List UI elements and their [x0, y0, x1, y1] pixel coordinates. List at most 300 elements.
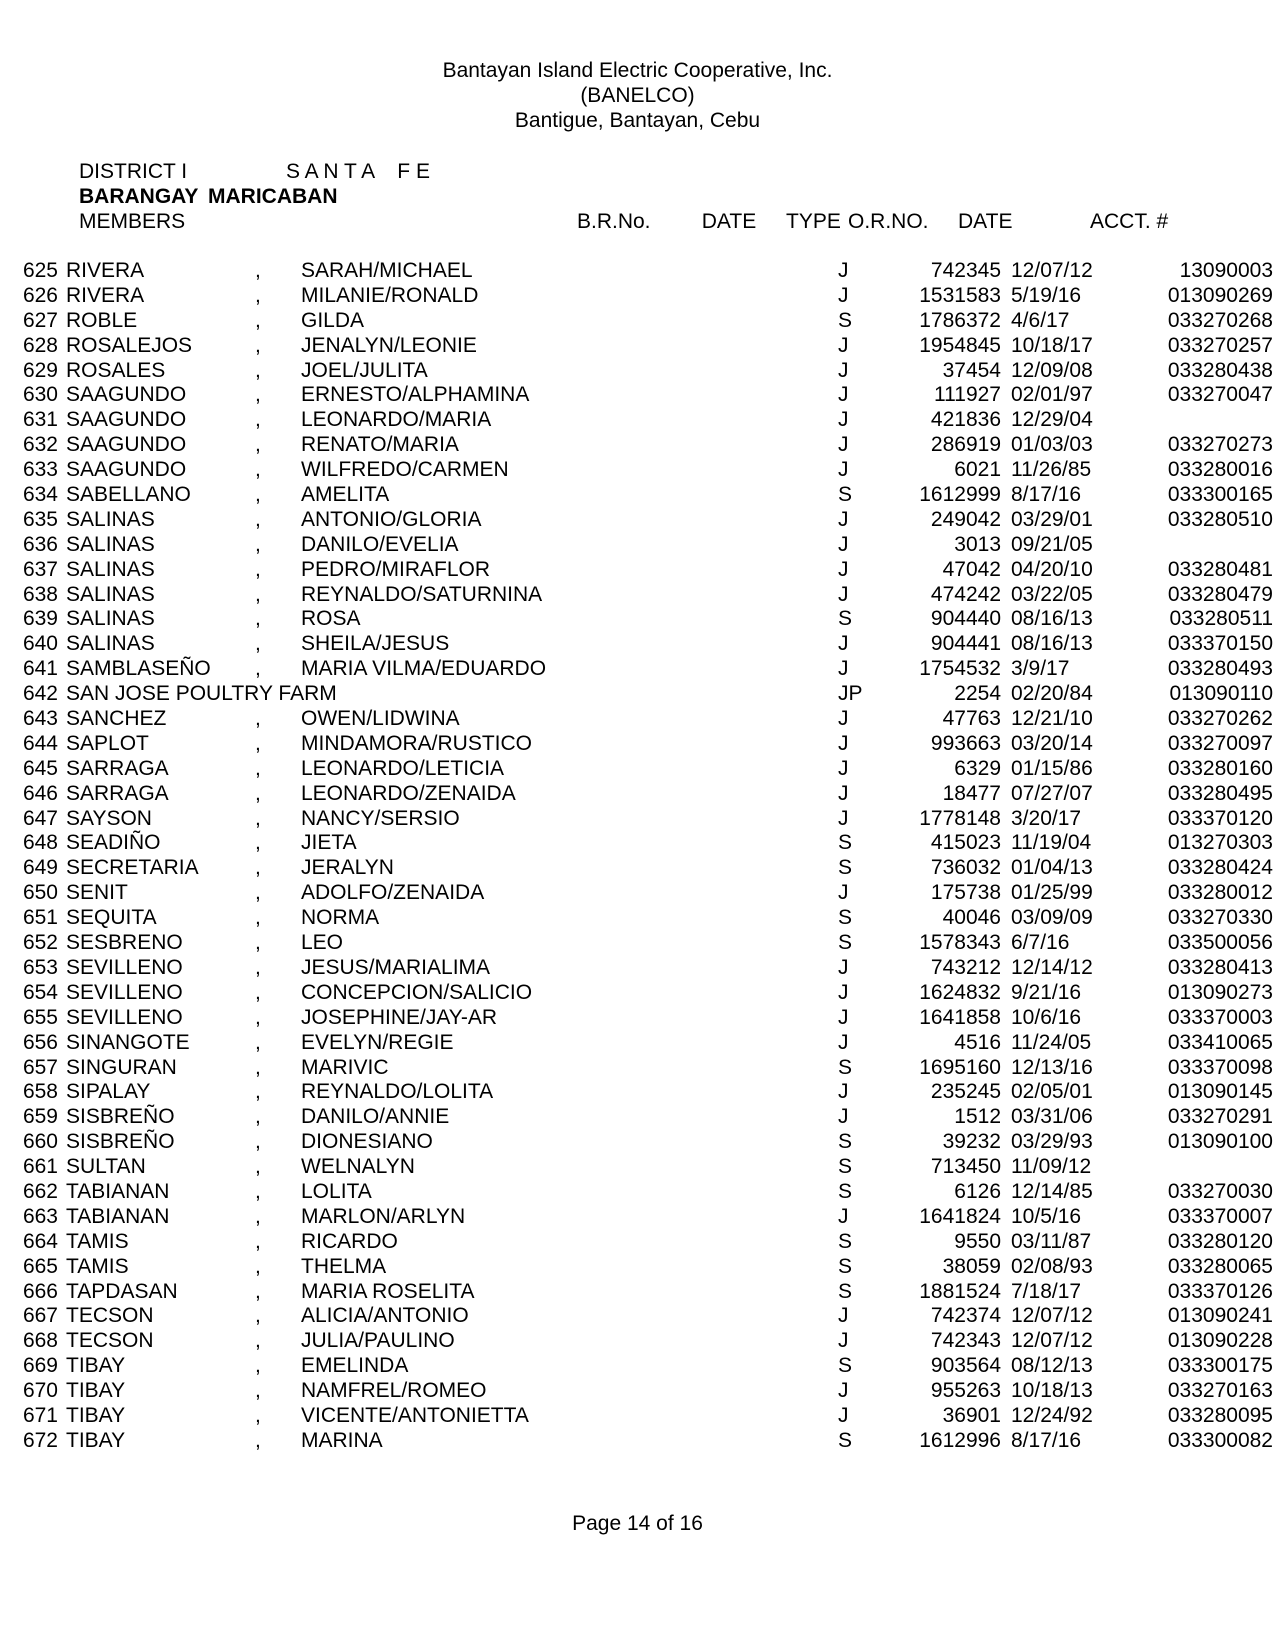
cell-first: NAMFREL/ROMEO: [301, 1379, 487, 1403]
cell-acct: 033370098: [1167, 1055, 1273, 1079]
cell-orno: 1786372: [919, 308, 1001, 332]
cell-no: 630: [22, 383, 58, 407]
table-row: [0, 906, 1275, 931]
cell-acct: 033370150: [1162, 632, 1273, 656]
cell-orno: 955263: [930, 1379, 1001, 1403]
cell-type: J: [838, 1005, 849, 1029]
cell-first: JOSEPHINE/JAY-AR: [301, 1005, 498, 1029]
cell-acct: 033280016: [1167, 458, 1273, 482]
cell-type: JP: [838, 682, 863, 706]
cell-type: J: [838, 657, 849, 681]
cell-last: TECSON: [66, 1329, 154, 1353]
cell-date2: 10/6/16: [1011, 1005, 1082, 1029]
cell-last: TIBAY: [66, 1354, 126, 1378]
cell-acct: 033280120: [1167, 1229, 1273, 1253]
cell-orno: 903564: [930, 1354, 1001, 1378]
cell-type: S: [838, 831, 853, 855]
cell-last: SEQUITA: [66, 906, 157, 930]
cell-last: RIVERA: [66, 259, 145, 282]
cell-acct: 033370120: [1167, 806, 1273, 830]
cell-acct: 033270257: [1167, 333, 1273, 357]
table-row: [0, 1354, 1275, 1379]
table-row: [0, 458, 1275, 483]
cell-type: J: [838, 1204, 849, 1228]
cell-no: 631: [22, 408, 58, 432]
cell-no: 661: [22, 1155, 58, 1179]
cell-comma: ,: [255, 1254, 261, 1278]
cell-comma: ,: [255, 707, 261, 731]
cell-first: JIETA: [301, 831, 357, 855]
cell-no: 644: [22, 731, 58, 755]
cell-acct: 033410065: [1167, 1030, 1273, 1054]
table-row: [0, 383, 1275, 408]
cell-orno: 1512: [954, 1105, 1001, 1129]
cell-type: S: [838, 607, 853, 631]
cell-last: SINANGOTE: [66, 1030, 190, 1054]
cell-acct: 013090110: [1169, 682, 1273, 706]
cell-type: J: [838, 781, 849, 805]
cell-last: SAN JOSE POULTRY FARM: [66, 682, 337, 706]
cell-orno: 1641858: [919, 1005, 1001, 1029]
cell-date2: 12/07/12: [1011, 1304, 1093, 1328]
cell-type: J: [838, 582, 849, 606]
cell-date2: 02/05/01: [1011, 1080, 1093, 1104]
cell-comma: ,: [255, 856, 261, 880]
cell-type: J: [838, 1304, 849, 1328]
cell-first: SARAH/MICHAEL: [301, 259, 473, 282]
cell-date2: 3/20/17: [1011, 806, 1082, 830]
cell-last: SARRAGA: [66, 756, 169, 780]
cell-last: SULTAN: [66, 1155, 146, 1179]
cell-no: 668: [22, 1329, 58, 1353]
cell-date2: 02/08/93: [1011, 1254, 1093, 1278]
cell-comma: ,: [255, 1428, 261, 1452]
cell-orno: 1641824: [919, 1204, 1001, 1228]
cell-first: DANILO/EVELIA: [301, 532, 459, 556]
cell-first: ERNESTO/ALPHAMINA: [301, 383, 530, 407]
table-row: [0, 707, 1275, 732]
cell-first: SHEILA/JESUS: [301, 632, 450, 656]
cell-no: 654: [22, 980, 58, 1004]
cell-orno: 1612996: [919, 1428, 1001, 1452]
cell-last: TIBAY: [66, 1379, 126, 1403]
cell-type: J: [838, 881, 849, 905]
cell-acct: 033270262: [1167, 707, 1273, 731]
cell-last: SAAGUNDO: [66, 408, 187, 432]
cell-orno: 713450: [930, 1155, 1001, 1179]
cell-first: JERALYN: [301, 856, 394, 880]
cell-type: J: [838, 458, 849, 482]
cell-first: JESUS/MARIALIMA: [301, 955, 491, 979]
cell-date2: 10/18/17: [1011, 333, 1093, 357]
cell-type: J: [838, 756, 849, 780]
cell-first: MINDAMORA/RUSTICO: [301, 731, 532, 755]
cell-date2: 01/25/99: [1011, 881, 1093, 905]
cell-date2: 10/18/13: [1011, 1379, 1093, 1403]
cell-type: S: [838, 483, 853, 507]
cell-last: SALINAS: [66, 607, 155, 631]
cell-no: 653: [22, 955, 58, 979]
table-row: [0, 309, 1275, 334]
cell-acct: 033370003: [1167, 1005, 1273, 1029]
table-row: [0, 1031, 1275, 1056]
cell-orno: 1778148: [919, 806, 1001, 830]
cell-first: ALICIA/ANTONIO: [301, 1304, 469, 1328]
cell-last: SALINAS: [66, 532, 155, 556]
cell-orno: 47763: [942, 707, 1001, 731]
cell-acct: 033270047: [1167, 383, 1273, 407]
cell-date2: 03/31/06: [1011, 1105, 1093, 1129]
cell-no: 640: [22, 632, 58, 656]
cell-comma: ,: [255, 781, 261, 805]
cell-comma: ,: [255, 507, 261, 531]
barangay-row: [79, 184, 1275, 209]
cell-no: 659: [22, 1105, 58, 1129]
cell-comma: ,: [255, 1329, 261, 1353]
cell-no: 660: [22, 1130, 58, 1154]
table-row: [0, 931, 1275, 956]
cell-orno: 249042: [930, 507, 1001, 531]
table-row: [0, 1329, 1275, 1354]
cell-acct: 033370126: [1167, 1279, 1273, 1303]
cell-first: WILFREDO/CARMEN: [301, 458, 509, 482]
table-row: [0, 881, 1275, 906]
table-row: [0, 433, 1275, 458]
cell-comma: ,: [255, 433, 261, 457]
cell-no: 638: [22, 582, 58, 606]
cell-comma: ,: [255, 1155, 261, 1179]
cell-acct: 013090273: [1167, 980, 1273, 1004]
cell-date2: 10/5/16: [1011, 1204, 1082, 1228]
cell-date2: 7/18/17: [1011, 1279, 1082, 1303]
cell-comma: ,: [255, 607, 261, 631]
cell-no: 636: [22, 532, 58, 556]
cell-last: SEVILLENO: [66, 1005, 183, 1029]
cell-date2: 09/21/05: [1011, 532, 1093, 556]
cell-date2: 12/29/04: [1011, 408, 1093, 432]
table-row: [0, 359, 1275, 384]
cell-type: S: [838, 1055, 853, 1079]
cell-type: J: [838, 358, 849, 382]
cell-orno: 39232: [942, 1130, 1001, 1154]
cell-last: SABELLANO: [66, 483, 191, 507]
table-row: [0, 408, 1275, 433]
cell-date2: 9/21/16: [1011, 980, 1082, 1004]
cell-orno: 1754532: [919, 657, 1001, 681]
cell-acct: 033270291: [1167, 1105, 1273, 1129]
cell-comma: ,: [255, 358, 261, 382]
cell-type: J: [838, 955, 849, 979]
cell-comma: ,: [255, 806, 261, 830]
cell-last: TAMIS: [66, 1254, 129, 1278]
cell-date2: 11/26/85: [1011, 458, 1092, 482]
cell-first: JENALYN/LEONIE: [301, 333, 477, 357]
cell-first: LEONARDO/ZENAIDA: [301, 781, 516, 805]
cell-no: 641: [22, 657, 58, 681]
cell-orno: 421836: [930, 408, 1001, 432]
cell-date2: 8/17/16: [1011, 483, 1082, 507]
cell-acct: 033270030: [1167, 1179, 1273, 1203]
table-row: [0, 508, 1275, 533]
cell-date2: 08/16/13: [1011, 632, 1093, 656]
cell-no: 628: [22, 333, 58, 357]
cell-first: ADOLFO/ZENAIDA: [301, 881, 485, 905]
cell-orno: 904440: [930, 607, 1001, 631]
cell-no: 658: [22, 1080, 58, 1104]
cell-acct: 033280511: [1169, 607, 1273, 631]
cell-orno: 742343: [930, 1329, 1001, 1353]
cell-comma: ,: [255, 831, 261, 855]
cell-acct: 033280160: [1167, 756, 1273, 780]
table-row: [0, 956, 1275, 981]
cell-last: RIVERA: [66, 283, 145, 307]
cell-date2: 04/20/10: [1011, 557, 1093, 581]
cell-acct: 033280510: [1167, 507, 1273, 531]
cell-last: SAAGUNDO: [66, 433, 187, 457]
cell-comma: ,: [255, 1229, 261, 1253]
cell-date2: 5/19/16: [1011, 283, 1082, 307]
members-table: [0, 259, 1275, 1454]
cell-no: 625: [22, 259, 58, 282]
cell-date2: 11/09/12: [1011, 1155, 1092, 1179]
cell-orno: 4516: [954, 1030, 1001, 1054]
cell-first: MARIA ROSELITA: [301, 1279, 475, 1303]
cell-acct: 033270097: [1167, 731, 1273, 755]
cell-type: S: [838, 1155, 853, 1179]
cell-acct: 033300082: [1167, 1428, 1273, 1452]
cell-type: J: [838, 1105, 849, 1129]
cell-last: TIBAY: [66, 1428, 126, 1452]
cell-first: DANILO/ANNIE: [301, 1105, 450, 1129]
cell-orno: 743212: [930, 955, 1001, 979]
cell-orno: 47042: [942, 557, 1001, 581]
cell-last: TAMIS: [66, 1229, 129, 1253]
cell-date2: 03/22/05: [1011, 582, 1093, 606]
table-row: [0, 1056, 1275, 1081]
table-row: [0, 1280, 1275, 1305]
cell-last: SISBREÑO: [66, 1105, 175, 1129]
cell-first: NORMA: [301, 906, 380, 930]
cell-comma: ,: [255, 283, 261, 307]
cell-last: SAPLOT: [66, 731, 149, 755]
cell-type: J: [838, 383, 849, 407]
cell-orno: 175738: [930, 881, 1001, 905]
cell-no: 629: [22, 358, 58, 382]
cell-date2: 12/13/16: [1011, 1055, 1093, 1079]
cell-type: S: [838, 1130, 853, 1154]
cell-no: 635: [22, 507, 58, 531]
cell-date2: 12/24/92: [1011, 1403, 1093, 1427]
cell-first: REYNALDO/LOLITA: [301, 1080, 494, 1104]
cell-orno: 6329: [954, 756, 1001, 780]
cell-orno: 1612999: [919, 483, 1001, 507]
cell-last: TIBAY: [66, 1403, 126, 1427]
cell-first: MARINA: [301, 1428, 383, 1452]
table-row: [0, 632, 1275, 657]
cell-type: J: [838, 980, 849, 1004]
cell-comma: ,: [255, 1204, 261, 1228]
table-row: [0, 1429, 1275, 1454]
cell-acct: 033280495: [1167, 781, 1273, 805]
cell-comma: ,: [255, 582, 261, 606]
cell-no: 667: [22, 1304, 58, 1328]
cell-acct: 033280481: [1167, 557, 1273, 581]
cell-last: TABIANAN: [66, 1204, 170, 1228]
cell-comma: ,: [255, 1403, 261, 1427]
cell-date2: 12/14/12: [1011, 955, 1093, 979]
column-header-date1: DATE: [701, 210, 757, 233]
cell-acct: 033280413: [1167, 955, 1273, 979]
cell-acct: 013090228: [1167, 1329, 1273, 1353]
table-row: [0, 284, 1275, 309]
cell-date2: 11/19/04: [1011, 831, 1092, 855]
cell-last: SEVILLENO: [66, 980, 183, 1004]
cell-no: 647: [22, 806, 58, 830]
cell-date2: 12/07/12: [1011, 1329, 1093, 1353]
cell-date2: 03/20/14: [1011, 731, 1093, 755]
cell-date2: 01/15/86: [1011, 756, 1093, 780]
cell-no: 642: [22, 682, 58, 706]
cell-comma: ,: [255, 532, 261, 556]
cell-type: J: [838, 433, 849, 457]
cell-acct: 033280424: [1167, 856, 1273, 880]
cell-no: 634: [22, 483, 58, 507]
cell-comma: ,: [255, 1130, 261, 1154]
cell-first: JOEL/JULITA: [301, 358, 428, 382]
table-row: [0, 657, 1275, 682]
cell-orno: 1695160: [919, 1055, 1001, 1079]
cell-comma: ,: [255, 483, 261, 507]
cell-type: J: [838, 632, 849, 656]
cell-acct: 033270330: [1167, 906, 1273, 930]
table-row: [0, 807, 1275, 832]
cell-no: 648: [22, 831, 58, 855]
cell-first: WELNALYN: [301, 1155, 415, 1179]
table-row: [0, 1404, 1275, 1429]
cell-type: J: [838, 1403, 849, 1427]
cell-acct: 033280479: [1167, 582, 1273, 606]
table-row: [0, 1205, 1275, 1230]
table-row: [0, 981, 1275, 1006]
cell-date2: 08/16/13: [1011, 607, 1093, 631]
cell-comma: ,: [255, 955, 261, 979]
table-row: [0, 1105, 1275, 1130]
cell-comma: ,: [255, 906, 261, 930]
cell-type: J: [838, 1379, 849, 1403]
cell-orno: 993663: [930, 731, 1001, 755]
cell-date2: 12/14/85: [1011, 1179, 1093, 1203]
cell-first: CONCEPCION/SALICIO: [301, 980, 533, 1004]
column-header-acct: ACCT. #: [1090, 210, 1169, 233]
cell-acct: 13090003: [1179, 259, 1273, 282]
cell-comma: ,: [255, 1354, 261, 1378]
cell-last: SALINAS: [66, 582, 155, 606]
cell-date2: 03/09/09: [1011, 906, 1093, 930]
cell-orno: 36901: [942, 1403, 1001, 1427]
cell-first: MARIVIC: [301, 1055, 389, 1079]
cell-first: PEDRO/MIRAFLOR: [301, 557, 491, 581]
cell-acct: 013090100: [1167, 1130, 1273, 1154]
cell-last: ROSALEJOS: [66, 333, 193, 357]
district-row: [79, 159, 1275, 184]
cell-type: S: [838, 856, 853, 880]
cell-last: SINGURAN: [66, 1055, 177, 1079]
cell-acct: 033270163: [1167, 1379, 1273, 1403]
cell-acct: 033280065: [1167, 1254, 1273, 1278]
cell-last: SEVILLENO: [66, 955, 183, 979]
cell-orno: 37454: [942, 358, 1001, 382]
table-row: [0, 607, 1275, 632]
cell-last: SALINAS: [66, 557, 155, 581]
cell-date2: 02/01/97: [1011, 383, 1093, 407]
cell-type: J: [838, 1080, 849, 1104]
cell-date2: 12/07/12: [1011, 259, 1093, 282]
cell-orno: 1578343: [919, 931, 1001, 955]
cell-comma: ,: [255, 308, 261, 332]
cell-first: VICENTE/ANTONIETTA: [301, 1403, 529, 1427]
cell-orno: 9550: [954, 1229, 1001, 1253]
cell-first: RICARDO: [301, 1229, 398, 1253]
cell-date2: 02/20/84: [1011, 682, 1093, 706]
cell-first: LEONARDO/LETICIA: [301, 756, 505, 780]
cell-last: SALINAS: [66, 632, 155, 656]
cell-orno: 235245: [930, 1080, 1001, 1104]
cell-orno: 286919: [930, 433, 1001, 457]
cell-comma: ,: [255, 408, 261, 432]
cell-last: SANCHEZ: [66, 707, 167, 731]
cell-acct: 033280012: [1167, 881, 1273, 905]
cell-date2: 03/11/87: [1011, 1229, 1092, 1253]
cell-last: SISBREÑO: [66, 1130, 175, 1154]
cell-no: 663: [22, 1204, 58, 1228]
cell-comma: ,: [255, 632, 261, 656]
cell-acct: 033370007: [1167, 1204, 1273, 1228]
cell-comma: ,: [255, 333, 261, 357]
table-row: [0, 483, 1275, 508]
cell-no: 665: [22, 1254, 58, 1278]
cell-no: 646: [22, 781, 58, 805]
cell-orno: 1881524: [919, 1279, 1001, 1303]
column-header-row: [79, 209, 1275, 234]
cell-comma: ,: [255, 931, 261, 955]
cell-orno: 474242: [930, 582, 1001, 606]
cell-type: S: [838, 1428, 853, 1452]
cell-type: S: [838, 1254, 853, 1278]
cell-last: SAAGUNDO: [66, 383, 187, 407]
coop-address: Bantigue, Bantayan, Cebu: [514, 109, 761, 132]
cell-orno: 415023: [930, 831, 1001, 855]
cell-date2: 12/21/10: [1011, 707, 1093, 731]
coop-acronym: (BANELCO): [580, 84, 695, 107]
cell-type: J: [838, 507, 849, 531]
cell-last: ROSALES: [66, 358, 166, 382]
column-header-type: TYPE: [786, 210, 841, 233]
cell-last: SIPALAY: [66, 1080, 151, 1104]
cell-first: OWEN/LIDWINA: [301, 707, 460, 731]
cell-type: S: [838, 906, 853, 930]
cell-type: J: [838, 707, 849, 731]
cell-no: 639: [22, 607, 58, 631]
column-header-members: MEMBERS: [79, 210, 186, 233]
cell-no: 643: [22, 707, 58, 731]
cell-no: 652: [22, 931, 58, 955]
cell-type: J: [838, 1329, 849, 1353]
cell-first: THELMA: [301, 1254, 387, 1278]
cell-orno: 40046: [942, 906, 1001, 930]
cell-first: RENATO/MARIA: [301, 433, 459, 457]
cell-date2: 01/03/03: [1011, 433, 1093, 457]
cell-comma: ,: [255, 657, 261, 681]
